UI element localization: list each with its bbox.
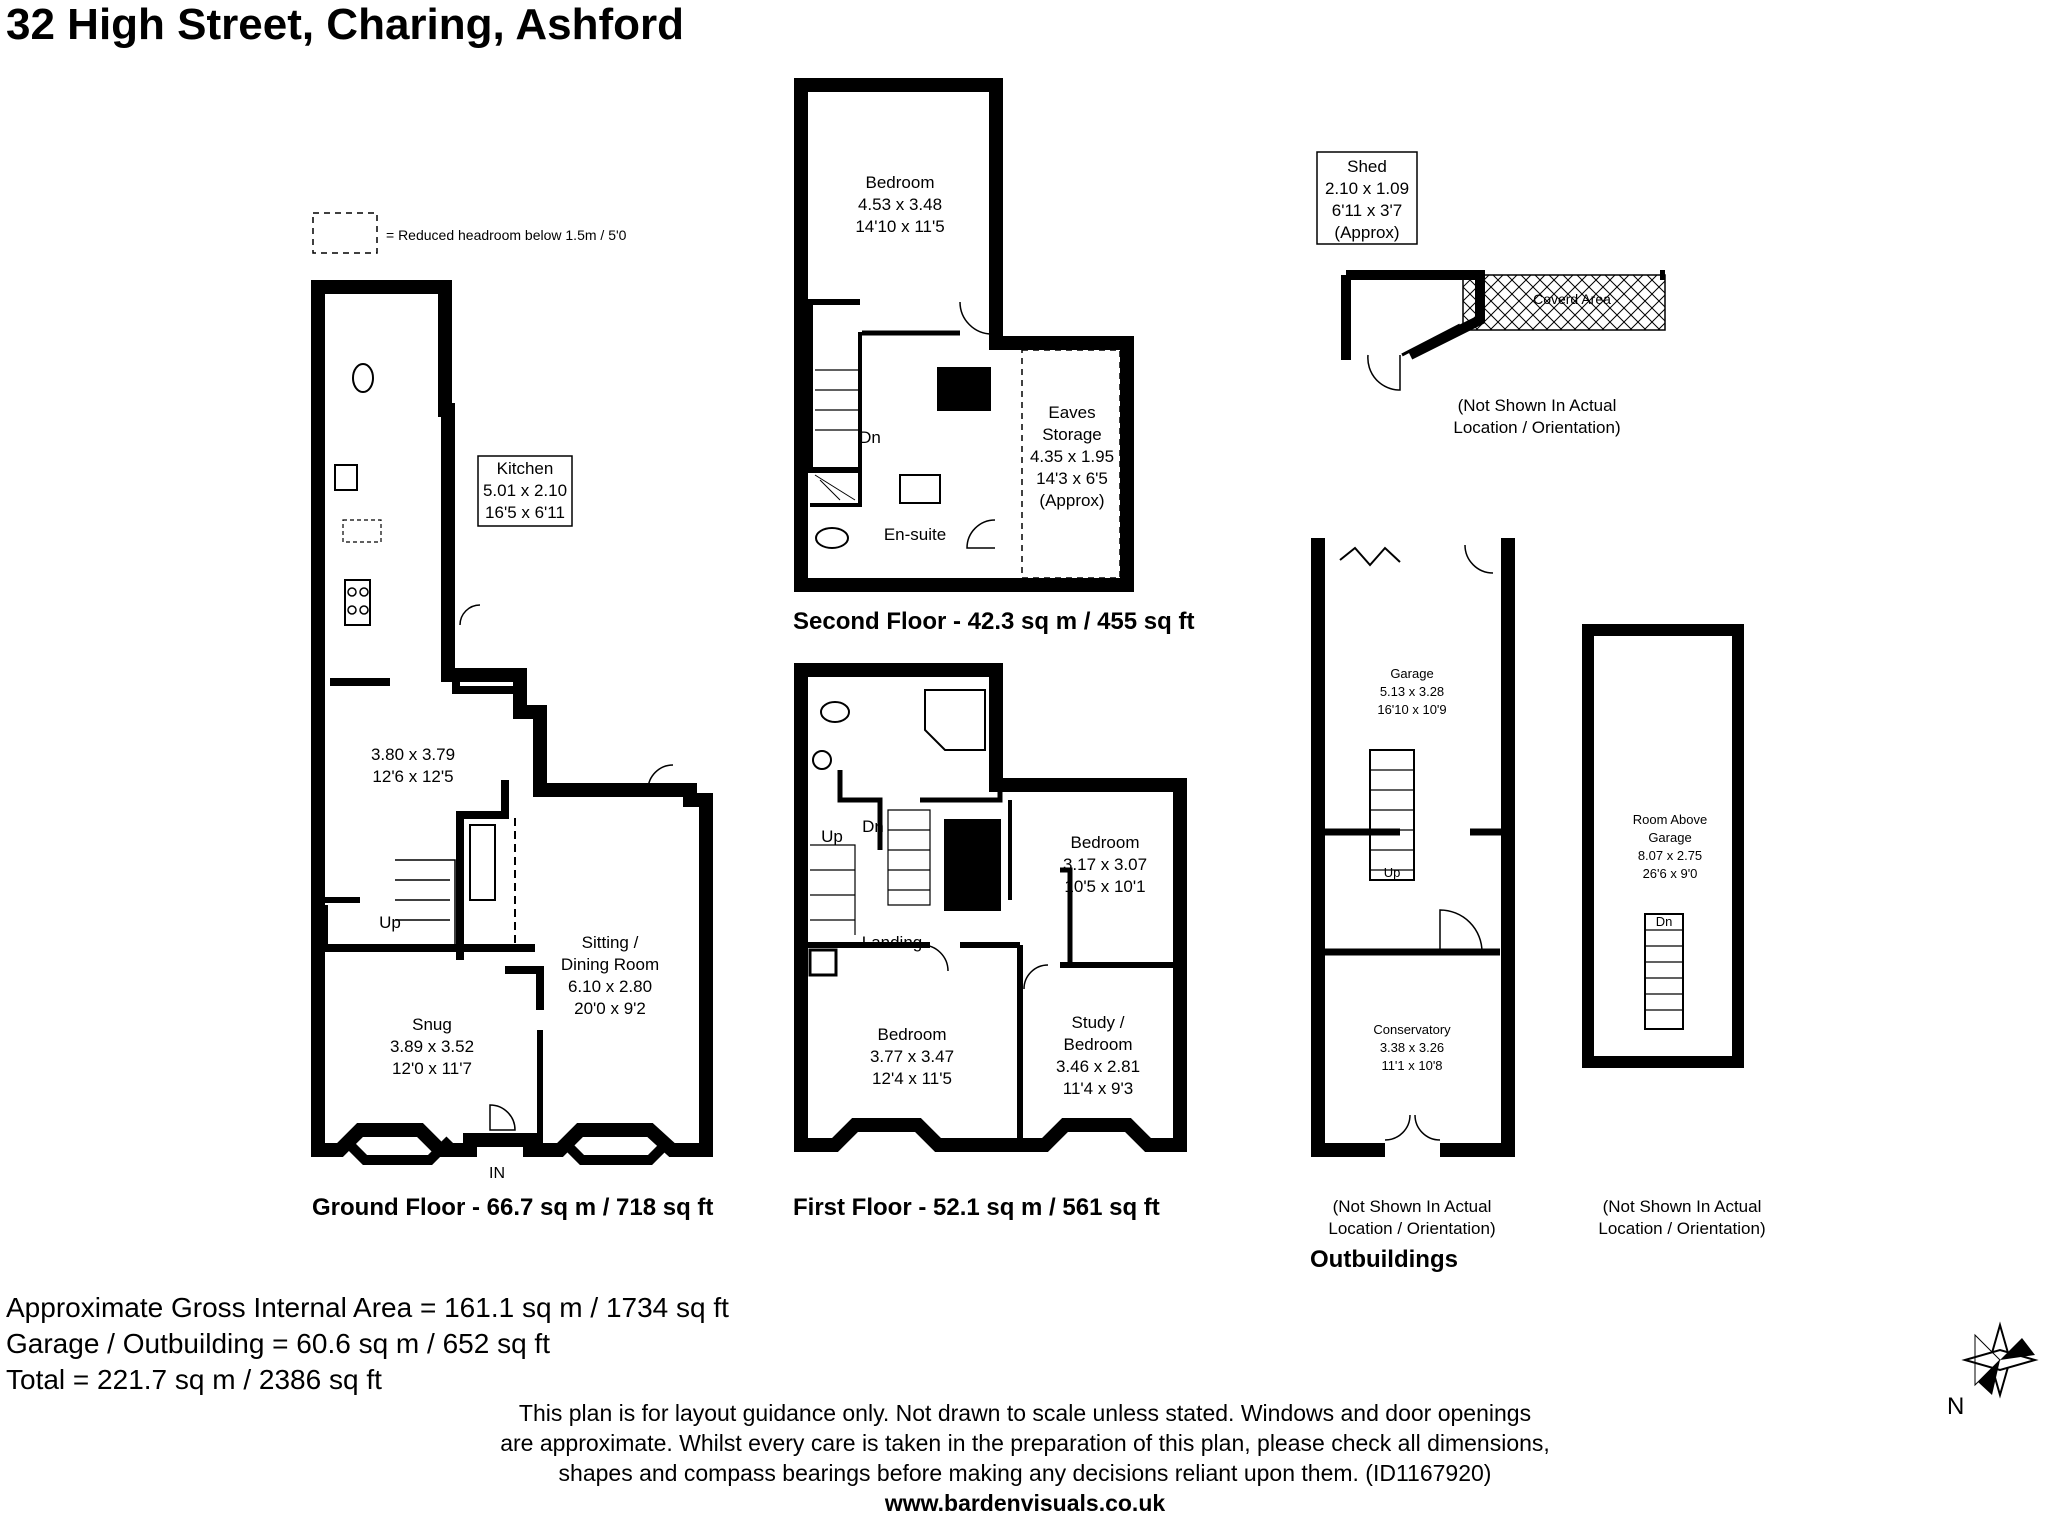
gross-area-text: Approximate Gross Internal Area = 161.1 sq m / 1734 sq ft: [6, 1292, 729, 1323]
sf-bedroom-name: Bedroom: [865, 173, 935, 192]
shed-imperial: 6'11 x 3'7: [1331, 201, 1403, 220]
shed-name: Shed: [1347, 157, 1387, 176]
sitting-imperial: 20'0 x 9'2: [574, 999, 646, 1018]
snug-name: Snug: [412, 1015, 452, 1034]
ff-bedroom-right-name: Bedroom: [1070, 833, 1140, 852]
disclaimer-line-2: are approximate. Whilst every care is taken in the preparation of this plan, please check all dimensions,: [500, 1430, 1550, 1456]
conservatory-metric: 3.38 x 3.26: [1379, 1040, 1445, 1055]
second-floor-plan: [801, 85, 1127, 585]
sitting-name-1: Sitting /: [581, 933, 639, 952]
sf-bedroom-imperial: 14'10 x 11'5: [855, 217, 945, 236]
ff-bedroom-right-imperial: 10'5 x 10'1: [1064, 877, 1146, 896]
rag-location-note-2: Location / Orientation): [1598, 1219, 1766, 1238]
second-floor-caption: Second Floor - 42.3 sq m / 455 sq ft: [793, 608, 1195, 635]
page-title: 32 High Street, Charing, Ashford: [6, 0, 685, 49]
garage-area-text: Garage / Outbuilding = 60.6 sq m / 652 sq ft: [6, 1328, 550, 1359]
ff-bedroom-left-name: Bedroom: [877, 1025, 947, 1044]
legend-text: = Reduced headroom below 1.5m / 5'0: [386, 227, 627, 243]
room-3-80-metric: 3.80 x 3.79: [370, 745, 456, 764]
study-name-2: Bedroom: [1063, 1035, 1133, 1054]
garage-imperial: 16'10 x 10'9: [1377, 702, 1447, 717]
rag-location-note-1: (Not Shown In Actual: [1602, 1197, 1762, 1216]
ground-floor-plan: [318, 287, 706, 1160]
study-imperial: 11'4 x 9'3: [1062, 1079, 1134, 1098]
ground-stairs-up: Up: [379, 913, 401, 932]
ff-stairs-dn: Dn: [862, 817, 884, 836]
ff-bedroom-right-metric: 3.17 x 3.07: [1062, 855, 1148, 874]
sitting-metric: 6.10 x 2.80: [567, 977, 653, 996]
sf-stairs-dn: Dn: [859, 428, 881, 447]
legend: [313, 213, 627, 253]
shed-location-note-2: Location / Orientation): [1453, 418, 1621, 437]
ff-bedroom-left-imperial: 12'4 x 11'5: [872, 1069, 952, 1088]
eaves-metric: 4.35 x 1.95: [1029, 447, 1115, 466]
kitchen-metric: 5.01 x 2.10: [482, 481, 568, 500]
kitchen-name: Kitchen: [496, 459, 554, 478]
eaves-name-2: Storage: [1042, 425, 1102, 444]
legend-swatch: [313, 213, 377, 253]
snug-imperial: 12'0 x 11'7: [392, 1059, 472, 1078]
eaves-name-1: Eaves: [1048, 403, 1096, 422]
shed-metric: 2.10 x 1.09: [1324, 179, 1410, 198]
compass-icon: [1947, 1325, 2035, 1420]
ensuite-name: En-suite: [883, 525, 947, 544]
snug-metric: 3.89 x 3.52: [389, 1037, 475, 1056]
shed-location-note-1: (Not Shown In Actual: [1457, 396, 1617, 415]
conservatory-name: Conservatory: [1373, 1022, 1451, 1037]
outbuildings-caption: Outbuildings: [1310, 1246, 1458, 1273]
garage-name: Garage: [1390, 666, 1434, 681]
study-metric: 3.46 x 2.81: [1055, 1057, 1141, 1076]
garage-metric: 5.13 x 3.28: [1379, 684, 1445, 699]
rag-name-1: Room Above: [1632, 812, 1708, 827]
garage-location-note-2: Location / Orientation): [1328, 1219, 1496, 1238]
sf-bedroom-metric: 4.53 x 3.48: [857, 195, 943, 214]
study-name-1: Study /: [1071, 1013, 1125, 1032]
first-floor-caption: First Floor - 52.1 sq m / 561 sq ft: [793, 1194, 1160, 1221]
disclaimer: [380, 1398, 1670, 1518]
second-floor-labels: [855, 173, 1114, 544]
total-area-text: Total = 221.7 sq m / 2386 sq ft: [6, 1364, 382, 1395]
disclaimer-line-1: This plan is for layout guidance only. Not drawn to scale unless stated. Windows and door openings: [518, 1400, 1532, 1426]
shed-note: (Approx): [1334, 223, 1400, 242]
room-above-garage-plan: [1588, 630, 1738, 1062]
eaves-note: (Approx): [1039, 491, 1105, 510]
landing-name: Landing: [861, 933, 923, 952]
compass-n-label: N: [1947, 1393, 1965, 1420]
ground-floor-caption: Ground Floor - 66.7 sq m / 718 sq ft: [312, 1194, 714, 1221]
covered-area-label: Coverd Area: [1533, 291, 1611, 307]
rag-imperial: 26'6 x 9'0: [1642, 866, 1698, 881]
room-3-80-imperial: 12'6 x 12'5: [372, 767, 454, 786]
website-link[interactable]: www.bardenvisuals.co.uk: [884, 1490, 1166, 1516]
conservatory-imperial: 11'1 x 10'8: [1381, 1058, 1443, 1073]
rag-metric: 8.07 x 2.75: [1637, 848, 1703, 863]
ff-stairs-up: Up: [821, 827, 843, 846]
ff-bedroom-left-metric: 3.77 x 3.47: [869, 1047, 955, 1066]
garage-stairs-up: Up: [1383, 865, 1401, 880]
rag-name-2: Garage: [1648, 830, 1692, 845]
disclaimer-line-3: shapes and compass bearings before making any decisions reliant upon them. (ID1167920): [558, 1460, 1492, 1486]
eaves-imperial: 14'3 x 6'5: [1036, 469, 1108, 488]
rag-stairs-dn: Dn: [1655, 914, 1673, 929]
sitting-name-2: Dining Room: [560, 955, 660, 974]
kitchen-imperial: 16'5 x 6'11: [485, 503, 565, 522]
garage-location-note-1: (Not Shown In Actual: [1332, 1197, 1492, 1216]
entrance-label: IN: [489, 1165, 505, 1182]
